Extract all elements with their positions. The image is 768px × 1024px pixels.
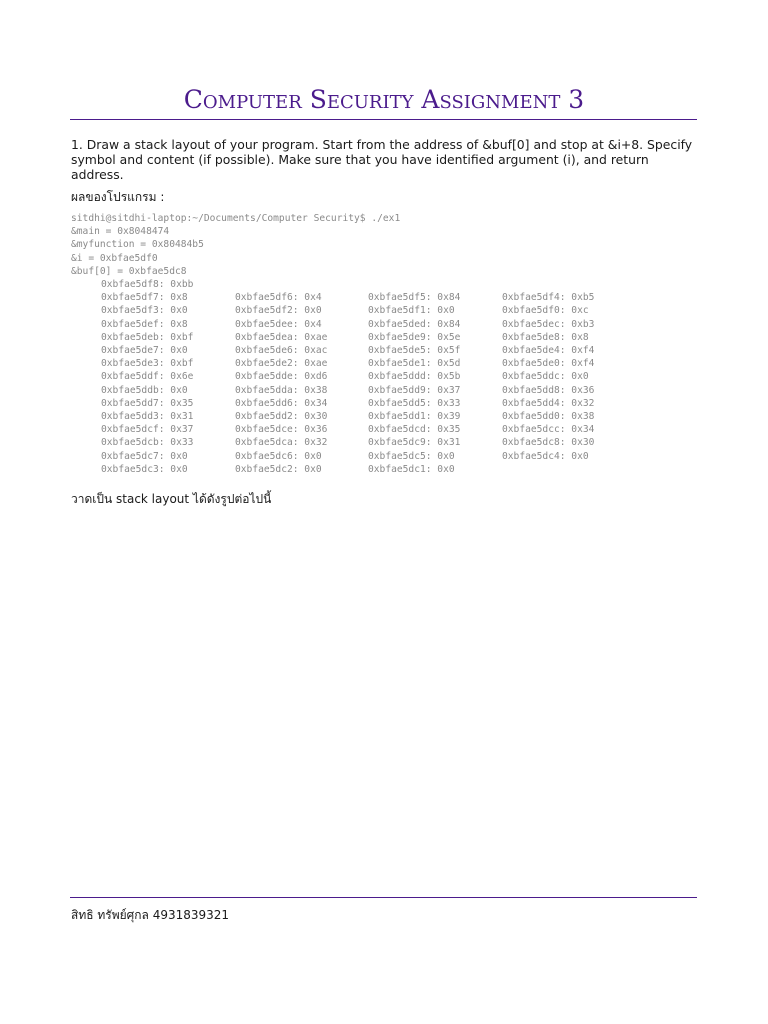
memory-cell: 0xbfae5dc2: 0x0 (235, 463, 322, 475)
memory-cell: 0xbfae5dc8: 0x30 (502, 437, 595, 449)
author-footer: สิทธิ ทรัพย์ศุกล 4931839321 (71, 908, 230, 922)
memory-cell: 0xbfae5dec: 0xb3 (502, 318, 595, 330)
memory-row (101, 370, 661, 383)
memory-cell: 0xbfae5dd9: 0x37 (368, 384, 461, 396)
memory-row (101, 331, 661, 344)
memory-cell: 0xbfae5ddf: 0x6e (101, 371, 194, 383)
memory-row (101, 397, 661, 410)
memory-cell: 0xbfae5df5: 0x84 (368, 292, 461, 304)
memory-cell: 0xbfae5de5: 0x5f (368, 345, 461, 356)
memory-cell: 0xbfae5dcb: 0x33 (101, 437, 194, 449)
memory-cell: 0xbfae5df2: 0x0 (235, 305, 322, 317)
memory-row (101, 410, 661, 423)
memory-row (101, 318, 661, 331)
terminal-output (71, 212, 400, 278)
memory-cell: 0xbfae5df6: 0x4 (235, 292, 322, 304)
memory-cell: 0xbfae5df7: 0x8 (101, 292, 188, 304)
memory-cell: 0xbfae5dca: 0x32 (235, 437, 328, 449)
memory-cell: 0xbfae5dde: 0xd6 (235, 371, 328, 383)
memory-cell: 0xbfae5ddb: 0x0 (101, 384, 188, 396)
memory-cell: 0xbfae5df1: 0x0 (368, 305, 455, 317)
memory-cell: 0xbfae5ddd: 0x5b (368, 371, 461, 383)
memory-cell: 0xbfae5dd3: 0x31 (101, 411, 194, 422)
memory-cell: 0xbfae5df8: 0xbb (101, 279, 194, 290)
memory-cell: 0xbfae5dce: 0x36 (235, 424, 328, 436)
terminal-line: &buf[0] = 0xbfae5dc8 (71, 265, 187, 277)
memory-cell: 0xbfae5dd5: 0x33 (368, 397, 461, 409)
memory-cell: 0xbfae5de9: 0x5e (368, 331, 461, 343)
memory-cell: 0xbfae5df3: 0x0 (101, 305, 188, 317)
question-text: 1. Draw a stack layout of your program. Start from the address of &buf[0] and stop at &i+8. Specify symbol and content (if possible). Make sure that you have identified argument (i), and return address. (71, 137, 693, 182)
program-output-label: ผลของโปรแกรม : (71, 190, 165, 204)
memory-row (101, 304, 661, 317)
terminal-line: &main = 0x8048474 (71, 226, 170, 238)
memory-cell: 0xbfae5dea: 0xae (235, 331, 328, 343)
memory-cell: 0xbfae5dcf: 0x37 (101, 424, 194, 436)
memory-cell: 0xbfae5df4: 0xb5 (502, 292, 595, 304)
memory-cell: 0xbfae5dda: 0x38 (235, 384, 328, 396)
terminal-line: &myfunction = 0x80484b5 (71, 239, 204, 251)
memory-cell: 0xbfae5dd7: 0x35 (101, 397, 194, 409)
terminal-line: &i = 0xbfae5df0 (71, 252, 158, 264)
memory-cell: 0xbfae5dd8: 0x36 (502, 384, 595, 396)
memory-row (101, 291, 661, 304)
title-rule (70, 119, 697, 120)
memory-cell: 0xbfae5de7: 0x0 (101, 345, 188, 356)
memory-cell: 0xbfae5dd2: 0x30 (235, 411, 328, 422)
memory-cell: 0xbfae5de4: 0xf4 (502, 345, 595, 356)
memory-cell: 0xbfae5ddc: 0x0 (502, 371, 589, 383)
memory-cell: 0xbfae5de1: 0x5d (368, 358, 461, 370)
stack-layout-caption: วาดเป็น stack layout ได้ดังรูปต่อไปนี้ (71, 492, 272, 506)
memory-cell: 0xbfae5de2: 0xae (235, 358, 328, 370)
memory-cell: 0xbfae5dcc: 0x34 (502, 424, 595, 436)
memory-cell: 0xbfae5df0: 0xc (502, 305, 589, 317)
memory-cell: 0xbfae5dc6: 0x0 (235, 450, 322, 462)
memory-row (101, 436, 661, 449)
memory-row (101, 423, 661, 436)
footer-rule (70, 897, 697, 898)
memory-cell: 0xbfae5dc3: 0x0 (101, 463, 188, 475)
memory-cell: 0xbfae5dc4: 0x0 (502, 450, 589, 462)
memory-cell: 0xbfae5dc5: 0x0 (368, 450, 455, 462)
memory-cell: 0xbfae5dc1: 0x0 (368, 463, 455, 475)
memory-cell: 0xbfae5de3: 0xbf (101, 358, 194, 370)
terminal-line: sitdhi@sitdhi-laptop:~/Documents/Computer Security$ ./ex1 (71, 213, 401, 224)
memory-row (101, 463, 661, 476)
memory-cell: 0xbfae5de6: 0xac (235, 345, 328, 356)
memory-cell: 0xbfae5def: 0x8 (101, 318, 188, 330)
memory-cell: 0xbfae5dcd: 0x35 (368, 424, 461, 436)
memory-row (101, 278, 661, 291)
page-title: Computer Security Assignment 3 (183, 85, 585, 114)
memory-cell: 0xbfae5dd1: 0x39 (368, 411, 461, 422)
memory-cell: 0xbfae5deb: 0xbf (101, 331, 194, 343)
memory-row (101, 450, 661, 463)
memory-cell: 0xbfae5de8: 0x8 (502, 331, 589, 343)
memory-cell: 0xbfae5dd6: 0x34 (235, 397, 328, 409)
memory-cell: 0xbfae5ded: 0x84 (368, 318, 461, 330)
memory-cell: 0xbfae5dee: 0x4 (235, 318, 322, 330)
memory-row (101, 344, 661, 357)
memory-cell: 0xbfae5dd4: 0x32 (502, 397, 595, 409)
memory-cell: 0xbfae5dc9: 0x31 (368, 437, 461, 449)
memory-row (101, 384, 661, 397)
memory-row (101, 357, 661, 370)
memory-cell: 0xbfae5de0: 0xf4 (502, 358, 595, 370)
memory-cell: 0xbfae5dd0: 0x38 (502, 411, 595, 422)
memory-cell: 0xbfae5dc7: 0x0 (101, 450, 188, 462)
